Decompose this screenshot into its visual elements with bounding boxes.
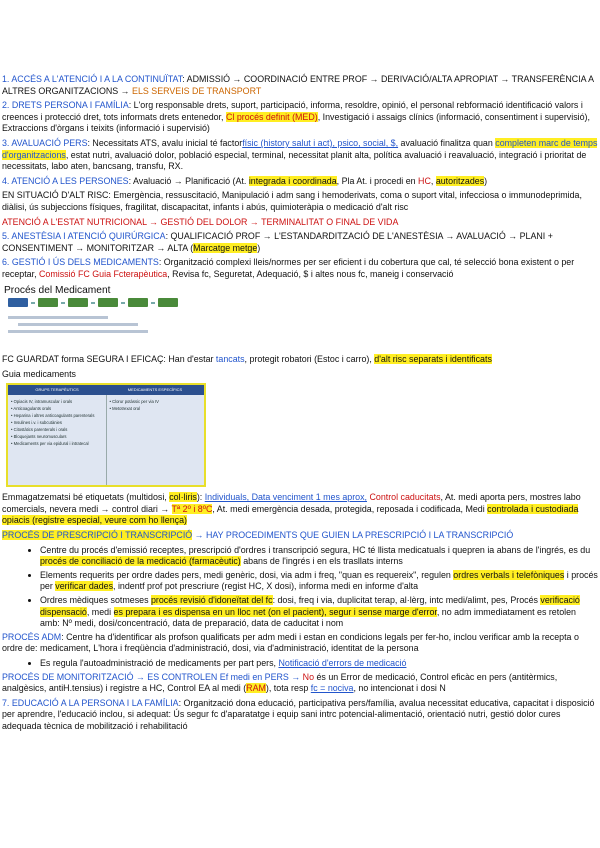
monit-text-3: , no intencionat i dosi N: [353, 683, 446, 694]
guide-item: • Metotrexat oral: [109, 406, 141, 412]
guia-title: Guia medicaments: [2, 368, 76, 379]
item-text-3: , indentf prof pot prescriure (regist HC, X dosi), informa medi en informe d'alta: [113, 581, 419, 592]
section-4-text-2: , Pla At. i procedi en: [336, 175, 419, 186]
flow-box: [98, 298, 118, 307]
flow-arrow-icon: [151, 302, 155, 304]
section-5-text-2: ): [257, 242, 261, 253]
prescripcio-text: → HAY PROCEDIMENTS QUE GUIEN LA PRESCRIPCIÓ I LA TRANSCRIPCIÓ: [192, 530, 514, 541]
emmag-text: Emmagatzematsi bé etiquetats (multidosi,: [2, 492, 170, 503]
emmagatzematge-paragraph: [2, 492, 598, 527]
guide-item: • Medicaments per via epidural i intratecal: [11, 441, 89, 447]
section-4-risk: EN SITUACIÓ D'ALT RISC: Emergència, ressuscitació, Manipulació i adm sang i hemoderivats, coma o suport vital, infecciosa o immunodeprimida, diàlisi, ús subjeccions físiques, fragilitat, discapacitat, infants i abús, quimioteràpia o medicació d'alt risc: [2, 190, 582, 212]
item-highlight: procés revisió d'idoneïtat del fc: [150, 595, 273, 606]
guide-medicaments-box: [6, 383, 206, 487]
section-2-highlight: Cl procés definit (MED): [225, 111, 318, 122]
adm-text: : Centre ha d'identificar als profson qualificats per adm medi i estan en condicions legals per fer-ho, inclou verificar amb la recepta o ordre de: medicament, L'hora i freqüència d'administració, dosi, via d'administració, identitat de la persona: [2, 631, 579, 654]
emmag-text-2: ):: [196, 492, 205, 503]
flow-row: [8, 298, 188, 307]
emmag-individuals: Individuals, Data venciment 1 mes aprox,: [204, 492, 368, 503]
prescripcio-title: PROCÉS DE PRESCRIPCIÓ I TRANSCRIPCIÓ: [2, 530, 193, 541]
monit-text: és un Error de medicació, Control eficàc en pers (antitèrmics, analgèsics, antiH.tensius) i registre a HC, Control EA al medi (: [2, 671, 558, 694]
section-6-commission: Comissió FC Guia Fcterapèutica: [39, 268, 168, 279]
section-2-text-2: , Investigació i assaigs clínics (informació, consentiment i supervisió), Extraccions d'òrgans i teixits (informació i supervisió): [2, 111, 590, 134]
item-text-3: , medi: [86, 606, 114, 617]
section-4-text-3: ,: [430, 175, 436, 186]
item-highlight-3: es prepara i es dispensa en un lloc net (on el pacient), segur i sense marge d'error: [113, 606, 437, 617]
adm-notificacio-link: Notificació d'errors de medicació: [278, 658, 407, 668]
flow-arrow-icon: [31, 302, 35, 304]
section-1-tail: ELS SERVEIS DE TRANSPORT: [132, 85, 262, 96]
flow-box: [8, 298, 28, 307]
item-highlight: ordres verbals i telefòniques: [453, 569, 565, 580]
item-text: Ordres mèdiques sotmeses: [40, 595, 151, 606]
guide-header: [8, 385, 204, 395]
section-1: [2, 74, 598, 97]
emmag-text-5: , At. medi emergència desada, protegida, reposada i codificada, Medi: [212, 503, 488, 514]
emmag-highlight-1: col·liris: [169, 492, 197, 503]
flow-arrow-icon: [91, 302, 95, 304]
guide-item-text: Clorur potàssic per via IV: [112, 399, 159, 405]
section-6-text: : Organització complexi lleis/normes per ser eficient i du cobertura que cal, té selecció bona existent o per receptar,: [2, 257, 575, 279]
guide-item-text: Anticoagulants orals: [13, 406, 52, 412]
guide-item-text: Heparina i altres anticoagulants parenterals: [13, 413, 95, 419]
guardat-paragraph: [2, 354, 598, 366]
item-text-4: , no adm immediatament es retolen amb: Nº medi, dosi/concentració, data de preparació, data de caducitat i nom: [40, 606, 576, 629]
guide-col2-head: MEDICAMENTS ESPECÍFICS: [127, 387, 183, 393]
section-7-text: : Organització dona educació, participativa pers/família, avalua necessitat educativa, capacitat i disposició per aprendre, l'educació inclou, si adequat: Ús segur fc d'aparatatge i equip sani intrc potencial-alimentació, orientació nutri, gestió dolor cures adequada tècnica de mobilització i rehabilitació: [2, 697, 595, 731]
emmag-control: Control caducitats: [369, 492, 441, 503]
list-item: [40, 570, 598, 593]
section-7-title: 7. EDUCACIÓ A LA PERSONA I LA FAMÍLIA: [2, 697, 179, 708]
section-4-title: 4. ATENCIÓ A LES PERSONES: [2, 175, 129, 186]
section-5-title: 5. ANESTÈSIA I ATENCIÓ QUIRÚRGICA: [2, 231, 166, 242]
guardat-highlight: d'alt risc separats i identificats: [374, 354, 492, 365]
item-text: Centre du procés d'emissió receptes, prescripció d'ordres i transcripció segura, HC té llista medicatuals i quepren ia abans de l'ingrés, es du: [40, 544, 591, 555]
section-3-text-3: , estat nutri, avaluació dolor, població especial, terminal, necessitat planit alta, política avaluació i reavaluació, integració i prioritat de necessitats, labo aten, bancsang, transfu, RX.: [2, 149, 587, 172]
section-7: [2, 698, 598, 733]
monit-nociva: fc = nociva: [310, 683, 354, 694]
flow-box: [68, 298, 88, 307]
section-2-text: : L'org responsable drets, suport, participació, informa, resoldre, opinió, el personal rebformació identificació valors i creences i protecció dret, tots informats drets entenedor,: [2, 100, 583, 122]
guide-item: • Anticoagulants orals: [11, 406, 52, 412]
item-highlight: procés de conciliació de la medicació (farmacèutic): [40, 556, 241, 567]
guide-col1: [8, 395, 107, 485]
monit-ram: RAM: [246, 683, 266, 694]
flow-box: [128, 298, 148, 307]
list-item: [40, 545, 598, 568]
guide-item: • Opiacis IV, intramuscular i orals: [11, 399, 73, 405]
guide-item-text: Insulines i.v. i subcutànies: [13, 420, 62, 426]
monit-title: PROCÉS DE MONITORITZACIÓ → ES CONTROLEN Ef medi en PERS →: [2, 671, 301, 682]
emmag-text-4: , At. medi aporta pers, mostres labo comercials, nevera medi → control diari →: [2, 492, 581, 514]
monit-no: No: [302, 671, 315, 682]
item-text-2: abans de l'ingrés i en els trasllats interns: [240, 556, 403, 567]
section-3-text-2: avaluació finalitza quan: [398, 137, 496, 148]
section-4-text: : Avaluació → Planificació (At.: [128, 175, 249, 186]
item-highlight-2: verificació dispensació: [40, 595, 580, 617]
guardat-tancats: tancats: [215, 354, 245, 365]
section-2: [2, 100, 598, 135]
guide-body: [8, 395, 204, 485]
section-6-text-2: , Revisa fc, Seguretat, Adequació, $ i altes nous fc, maneig i conservació: [167, 268, 454, 279]
guide-col2: [107, 395, 205, 485]
emmag-highlight-3: controlada i custodiada opiacis (registre especial, veure com ho llença): [2, 503, 579, 526]
guide-item: • Clorur potàssic per via IV: [109, 399, 159, 405]
adm-paragraph: [2, 632, 598, 655]
flow-box: [158, 298, 178, 307]
section-5-text: : QUALIFICACIÓ PROF → L'ESTANDARDITZACIÓ DE L'ANESTÈSIA → AVALUACIÓ → PLANI + CONSENTIMENT → MONITORITZAR → ALTA (: [2, 231, 553, 253]
flow-arrow-icon: [61, 302, 65, 304]
proces-medicament-title: Procés del Medicament: [4, 284, 111, 296]
guide-item-text: Bloquejants neuromusculars: [13, 434, 67, 440]
section-5-highlight: Marcatge metge: [193, 242, 258, 253]
section-6-title: 6. GESTIÓ I ÚS DELS MEDICAMENTS: [2, 257, 159, 268]
section-3: [2, 138, 598, 173]
section-2-title: 2. DRETS PERSONA I FAMÍLIA: [2, 100, 129, 111]
item-text-2: i procés per: [40, 569, 598, 592]
section-3-underlined: físic (history salut i act), psico, social, $,: [242, 137, 399, 148]
emmag-temperature: Tª 2º i 8ºC: [171, 503, 213, 514]
flow-box: [38, 298, 58, 307]
section-6: [2, 257, 598, 280]
guide-item-text: Medicaments per via epidural i intratecal: [13, 441, 89, 447]
guide-col1-head: GRUPS TERAPÈUTICS: [35, 387, 79, 393]
item-text: Elements requerits per ordre dades pers, medi genèric, dosi, via adm i freq, "quan es requereix", regulen: [40, 569, 454, 580]
list-item: [40, 595, 598, 630]
guide-item: • Citostàtics parenterals i orals: [11, 427, 68, 433]
guardat-text-2: , protegit robatori (Estoc i carro),: [244, 354, 375, 365]
guide-item-text: Opiacis IV, intramuscular i orals: [13, 399, 73, 405]
monitoritzacio-paragraph: [2, 672, 598, 695]
guide-item: • Insulines i.v. i subcutànies: [11, 420, 62, 426]
section-4-nutrition: ATENCIÓ A L'ESTAT NUTRICIONAL → GESTIÓ DEL DOLOR → TERMINALITAT O FINAL DE VIDA: [2, 216, 399, 227]
flow-arrow-icon: [121, 302, 125, 304]
prescripcio-heading: [2, 530, 598, 542]
section-4-text-4: ): [484, 175, 488, 186]
section-1-text: : ADMISSIÓ → COORDINACIÓ ENTRE PROF → DERIVACIÓ/ALTA APROPIAT → TRANSFERÈNCIA A ALTRES ORGANITZACIONS →: [2, 74, 594, 96]
guardat-text: FC GUARDAT forma SEGURA I EFICAÇ: Han d'estar: [2, 354, 216, 365]
section-1-title: 1. ACCÉS A L'ATENCIÓ I A LA CONTINUÏTAT: [2, 74, 183, 84]
item-highlight-2: verificar dades: [55, 581, 114, 592]
section-4-highlight-1: integrada i coordinada: [248, 175, 337, 186]
flow-line: [18, 323, 138, 326]
section-5: [2, 231, 598, 254]
section-3-title: 3. AVALUACIÓ PERS: [2, 137, 88, 148]
guide-item: • Heparina i altres anticoagulants parenterals: [11, 413, 95, 419]
adm-title: PROCÉS ADM: [2, 631, 62, 642]
guide-item-text: Metotrexat oral: [112, 406, 141, 412]
process-flow-diagram: [8, 298, 188, 350]
section-4: [2, 176, 598, 188]
section-3-highlight: completen marc de temps d'organitzacions: [2, 137, 598, 160]
item-text-2: : dosi, freq i via, duplicitat terap, al·lèrg, intc medi/alimt, pes, Procés: [272, 595, 541, 606]
monit-text-2: ), tota resp: [265, 683, 311, 694]
adm-list: [2, 658, 598, 670]
list-item: [40, 658, 598, 670]
section-4-hc: HC: [418, 175, 431, 186]
flow-line: [8, 316, 108, 319]
guide-item: • Bloquejants neuromusculars: [11, 434, 67, 440]
prescripcio-list: [2, 545, 598, 630]
item-text: Es regula l'autoadministració de medicaments per part pers,: [40, 658, 279, 668]
document-page: [2, 74, 598, 736]
section-3-text: : Necessitats ATS, avalu inicial té factor: [87, 137, 243, 148]
guide-item-text: Citostàtics parenterals i orals: [13, 427, 68, 433]
section-4-highlight-2: autoritzades: [435, 175, 485, 186]
flow-line: [8, 330, 148, 333]
